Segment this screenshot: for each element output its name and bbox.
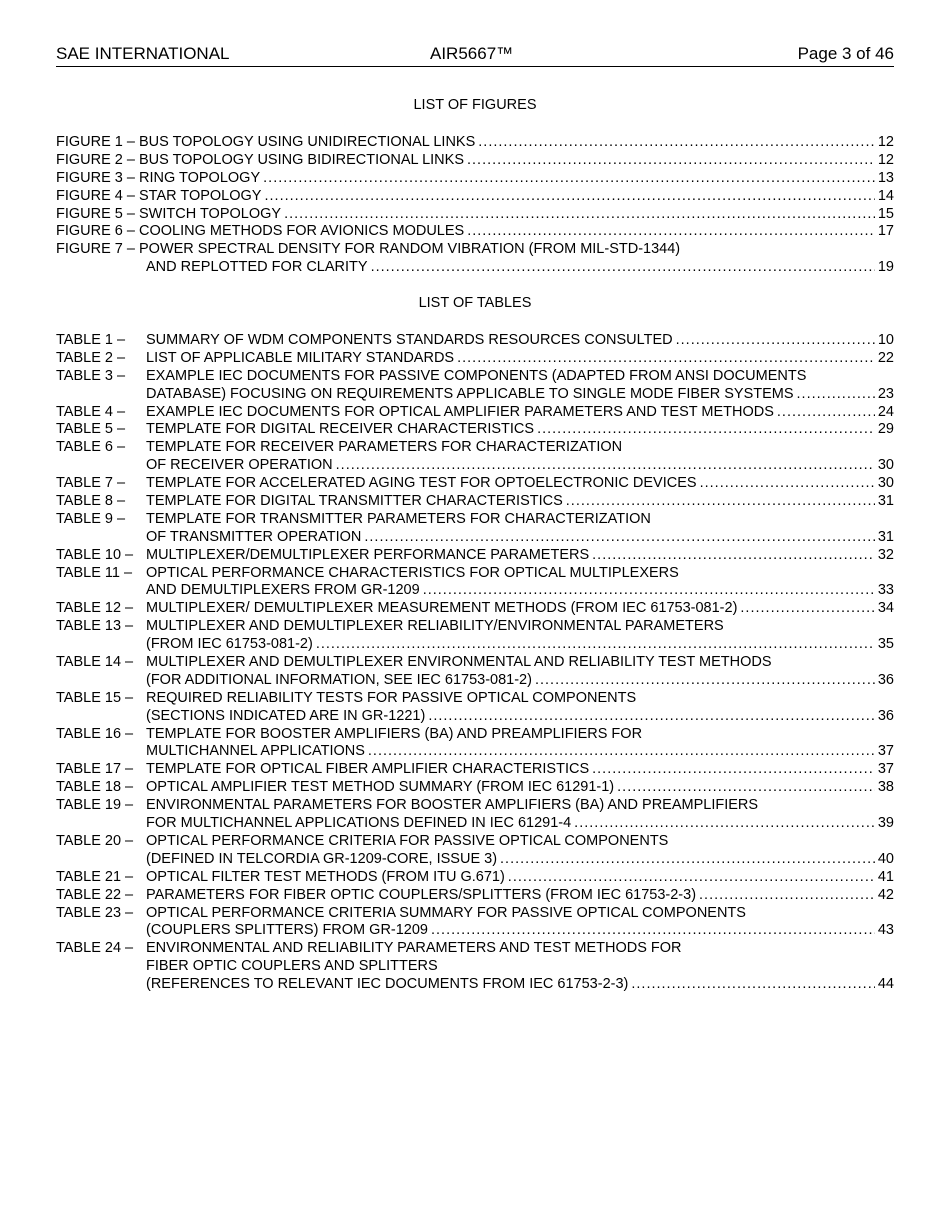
dot-leader: [284, 206, 875, 224]
entry-title-text: OF RECEIVER OPERATION: [146, 457, 333, 474]
table-entry[interactable]: [56, 350, 894, 368]
entry-title-line: [146, 869, 894, 887]
table-entry[interactable]: [56, 797, 894, 833]
entry-title-text: MULTICHANNEL APPLICATIONS: [146, 743, 365, 760]
entry-title-line: [146, 493, 894, 511]
entry-title-line: EXAMPLE IEC DOCUMENTS FOR PASSIVE COMPONENTS (ADAPTED FROM ANSI DOCUMENTS: [146, 367, 807, 384]
entry-body: [146, 761, 894, 779]
entry-page-number: 13: [877, 169, 894, 186]
entry-page-number: 31: [877, 493, 894, 510]
entry-title-line: [56, 134, 894, 152]
dot-leader: [428, 708, 875, 726]
dot-leader: [535, 672, 875, 690]
dot-leader: [336, 457, 875, 475]
entry-page-number: 32: [877, 546, 894, 563]
entry-label: TABLE 12 –: [56, 600, 134, 617]
entry-title-line: MULTIPLEXER AND DEMULTIPLEXER RELIABILITY/ENVIRONMENTAL PARAMETERS: [146, 618, 724, 635]
entry-body: [146, 475, 894, 493]
entry-label: TABLE 13 –: [56, 618, 134, 635]
entry-title-line: [56, 259, 894, 277]
entry-title-line: ENVIRONMENTAL PARAMETERS FOR BOOSTER AMPLIFIERS (BA) AND PREAMPLIFIERS: [146, 797, 759, 814]
entry-body: [146, 905, 894, 941]
figure-entry[interactable]: [56, 206, 894, 224]
entry-label: TABLE 22 –: [56, 886, 134, 903]
entry-title-line: [146, 529, 894, 547]
list-of-tables: [56, 332, 894, 994]
entry-label: TABLE 9 –: [56, 510, 126, 527]
entry-body: [146, 368, 894, 404]
dot-leader: [368, 743, 875, 761]
entry-page-number: 10: [877, 332, 894, 348]
entry-page-number: 42: [877, 886, 894, 903]
table-entry[interactable]: [56, 493, 894, 511]
table-entry[interactable]: [56, 654, 894, 690]
entry-title-line: [56, 152, 894, 170]
dot-leader: [431, 922, 875, 940]
entry-title-text: OPTICAL FILTER TEST METHODS (FROM ITU G.671): [146, 868, 505, 885]
entry-title-text: AND REPLOTTED FOR CLARITY: [146, 259, 368, 276]
figure-entry[interactable]: [56, 223, 894, 241]
entry-title-line: OPTICAL PERFORMANCE CHARACTERISTICS FOR OPTICAL MULTIPLEXERS: [146, 564, 679, 581]
entry-title-text: FIGURE 1 – BUS TOPOLOGY USING UNIDIRECTIONAL LINKS: [56, 134, 476, 150]
entry-title-line: OPTICAL PERFORMANCE CRITERIA FOR PASSIVE OPTICAL COMPONENTS: [146, 832, 669, 849]
entry-body: [146, 439, 894, 475]
entry-body: [146, 493, 894, 511]
figure-entry[interactable]: [56, 170, 894, 188]
entry-body: [146, 618, 894, 654]
dot-leader: [574, 815, 875, 833]
entry-title-text: OF TRANSMITTER OPERATION: [146, 528, 362, 545]
entry-body: [146, 940, 894, 994]
table-entry[interactable]: [56, 475, 894, 493]
entry-title-line: [146, 851, 894, 869]
list-of-figures: [56, 134, 894, 277]
dot-leader: [263, 170, 875, 188]
entry-title-text: DATABASE) FOCUSING ON REQUIREMENTS APPLICABLE TO SINGLE MODE FIBER SYSTEMS: [146, 385, 794, 402]
entry-page-number: 35: [877, 636, 894, 653]
entry-label: TABLE 19 –: [56, 797, 134, 814]
entry-title-text: (SECTIONS INDICATED ARE IN GR-1221): [146, 707, 426, 724]
entry-title-line: [146, 582, 894, 600]
entry-title-text: FIGURE 5 – SWITCH TOPOLOGY: [56, 205, 282, 222]
header-organization: SAE INTERNATIONAL: [56, 44, 230, 63]
entry-body: [146, 350, 894, 368]
entry-page-number: 15: [877, 205, 894, 222]
entry-title-line: [146, 976, 894, 994]
entry-label: TABLE 4 –: [56, 403, 126, 420]
entry-label: TABLE 17 –: [56, 761, 134, 778]
entry-title-text: AND DEMULTIPLEXERS FROM GR-1209: [146, 582, 420, 599]
entry-title-text: MULTIPLEXER/DEMULTIPLEXER PERFORMANCE PARAMETERS: [146, 546, 590, 563]
entry-title-text: OPTICAL AMPLIFIER TEST METHOD SUMMARY (FROM IEC 61291-1): [146, 779, 615, 796]
entry-label: TABLE 18 –: [56, 779, 134, 796]
entry-title-line: [146, 779, 894, 797]
table-entry[interactable]: [56, 905, 894, 941]
entry-page-number: 44: [877, 976, 894, 993]
figure-entry[interactable]: [56, 188, 894, 206]
entry-title-text: TEMPLATE FOR OPTICAL FIBER AMPLIFIER CHARACTERISTICS: [146, 761, 590, 778]
entry-title-line: [146, 743, 894, 761]
dot-leader: [371, 259, 875, 277]
entry-page-number: 40: [877, 850, 894, 867]
entry-label: TABLE 10 –: [56, 546, 134, 563]
entry-label: TABLE 6 –: [56, 439, 126, 456]
entry-title-line: [56, 188, 894, 206]
dot-leader: [364, 529, 874, 547]
dot-leader: [592, 761, 875, 779]
entry-title-line: [56, 206, 894, 224]
entry-body: [146, 887, 894, 905]
entry-page-number: 12: [877, 134, 894, 150]
figure-entry[interactable]: [56, 134, 894, 152]
entry-title-line: [146, 421, 894, 439]
entry-body: [146, 600, 894, 618]
entry-title-line: [146, 600, 894, 618]
entry-page-number: 31: [877, 528, 894, 545]
entry-title-line: MULTIPLEXER AND DEMULTIPLEXER ENVIRONMENTAL AND RELIABILITY TEST METHODS: [146, 654, 772, 671]
entry-title-line: [146, 457, 894, 475]
entry-page-number: 43: [877, 922, 894, 939]
entry-title-text: (FROM IEC 61753-081-2): [146, 636, 313, 653]
dot-leader: [264, 188, 874, 206]
entry-title-line: [146, 386, 894, 404]
entry-label: TABLE 8 –: [56, 493, 126, 510]
entry-title-line: [56, 223, 894, 241]
header-page-number: Page 3 of 46: [797, 44, 894, 63]
entry-title-text: TEMPLATE FOR DIGITAL TRANSMITTER CHARACTERISTICS: [146, 493, 563, 510]
entry-page-number: 37: [877, 743, 894, 760]
entry-body: [146, 779, 894, 797]
dot-leader: [797, 386, 875, 404]
entry-title-line: [146, 350, 894, 368]
table-entry[interactable]: [56, 332, 894, 350]
entry-title-text: TEMPLATE FOR ACCELERATED AGING TEST FOR OPTOELECTRONIC DEVICES: [146, 475, 697, 492]
dot-leader: [423, 582, 875, 600]
entry-title-line: [146, 815, 894, 833]
entry-label: TABLE 11 –: [56, 564, 133, 581]
entry-title-line: [146, 922, 894, 940]
table-entry[interactable]: [56, 368, 894, 404]
table-entry[interactable]: [56, 779, 894, 797]
table-entry[interactable]: [56, 887, 894, 905]
entry-title-line: REQUIRED RELIABILITY TESTS FOR PASSIVE OPTICAL COMPONENTS: [146, 689, 637, 706]
dot-leader: [457, 350, 875, 368]
entry-title-line: [146, 404, 894, 422]
dot-leader: [467, 152, 875, 170]
entry-label: TABLE 7 –: [56, 475, 126, 492]
dot-leader: [500, 851, 875, 869]
entry-page-number: 36: [877, 671, 894, 688]
dot-leader: [537, 421, 875, 439]
entry-title-text: (DEFINED IN TELCORDIA GR-1209-CORE, ISSUE 3): [146, 850, 498, 867]
table-entry[interactable]: [56, 833, 894, 869]
entry-title-text: FIGURE 4 – STAR TOPOLOGY: [56, 187, 262, 204]
entry-label: TABLE 24 –: [56, 940, 134, 957]
entry-title-text: (FOR ADDITIONAL INFORMATION, SEE IEC 61753-081-2): [146, 671, 532, 688]
entry-page-number: 39: [877, 815, 894, 832]
entry-title-line: [146, 547, 894, 565]
entry-page-number: 38: [877, 779, 894, 796]
entry-body: [146, 726, 894, 762]
entry-page-number: 37: [877, 761, 894, 778]
dot-leader: [676, 332, 875, 350]
entry-page-number: 12: [877, 151, 894, 168]
entry-label: TABLE 3 –: [56, 367, 126, 384]
table-entry[interactable]: [56, 439, 894, 475]
entry-page-number: 30: [877, 457, 894, 474]
dot-leader: [467, 223, 875, 241]
entry-title-text: LIST OF APPLICABLE MILITARY STANDARDS: [146, 349, 455, 366]
entry-label: TABLE 15 –: [56, 689, 134, 706]
entry-label: TABLE 2 –: [56, 349, 126, 366]
entry-page-number: 36: [877, 707, 894, 724]
entry-title-text: MULTIPLEXER/ DEMULTIPLEXER MEASUREMENT METHODS (FROM IEC 61753-081-2): [146, 600, 738, 617]
table-entry[interactable]: [56, 565, 894, 601]
entry-title-text: EXAMPLE IEC DOCUMENTS FOR OPTICAL AMPLIFIER PARAMETERS AND TEST METHODS: [146, 403, 774, 420]
list-of-figures-title: LIST OF FIGURES: [413, 97, 537, 113]
entry-page-number: 17: [877, 223, 894, 240]
entry-page-number: 14: [877, 187, 894, 204]
dot-leader: [631, 976, 875, 994]
list-of-tables-title: LIST OF TABLES: [418, 295, 532, 311]
entry-title-text: (COUPLERS SPLITTERS) FROM GR-1209: [146, 922, 428, 939]
page-header: [56, 44, 894, 67]
table-entry[interactable]: [56, 421, 894, 439]
entry-title-line: [146, 761, 894, 779]
entry-title-line: TEMPLATE FOR TRANSMITTER PARAMETERS FOR CHARACTERIZATION: [146, 510, 651, 527]
entry-label: TABLE 1 –: [56, 332, 126, 348]
table-entry[interactable]: [56, 404, 894, 422]
entry-body: [146, 421, 894, 439]
entry-page-number: 33: [877, 582, 894, 599]
entry-title-line: ENVIRONMENTAL AND RELIABILITY PARAMETERS AND TEST METHODS FOR: [146, 940, 682, 957]
entry-title-text: TEMPLATE FOR DIGITAL RECEIVER CHARACTERISTICS: [146, 421, 535, 438]
entry-title-line: [146, 887, 894, 905]
entry-title-line: [146, 332, 894, 350]
entry-title-text: PARAMETERS FOR FIBER OPTIC COUPLERS/SPLITTERS (FROM IEC 61753-2-3): [146, 886, 697, 903]
table-entry[interactable]: [56, 600, 894, 618]
entry-title-line: TEMPLATE FOR BOOSTER AMPLIFIERS (BA) AND PREAMPLIFIERS FOR: [146, 725, 643, 742]
figure-entry[interactable]: [56, 152, 894, 170]
entry-body: [146, 547, 894, 565]
entry-label: TABLE 23 –: [56, 904, 134, 921]
entry-label: TABLE 16 –: [56, 725, 134, 742]
entry-page-number: 24: [877, 403, 894, 420]
table-entry[interactable]: [56, 547, 894, 565]
figure-entry[interactable]: [56, 241, 894, 277]
entry-body: [146, 690, 894, 726]
entry-title-line: TEMPLATE FOR RECEIVER PARAMETERS FOR CHARACTERIZATION: [146, 439, 623, 456]
entry-label: TABLE 21 –: [56, 868, 134, 885]
table-entry[interactable]: [56, 618, 894, 654]
entry-title-line: [146, 475, 894, 493]
entry-body: [146, 654, 894, 690]
dot-leader: [700, 475, 875, 493]
table-entry[interactable]: [56, 761, 894, 779]
entry-title-line: [56, 170, 894, 188]
entry-title-text: FIGURE 6 – COOLING METHODS FOR AVIONICS MODULES: [56, 223, 465, 240]
entry-page-number: 19: [877, 259, 894, 276]
entry-body: [146, 833, 894, 869]
dot-leader: [478, 134, 875, 152]
dot-leader: [740, 600, 874, 618]
entry-page-number: 30: [877, 475, 894, 492]
entry-title-text: FOR MULTICHANNEL APPLICATIONS DEFINED IN IEC 61291-4: [146, 815, 572, 832]
entry-page-number: 41: [877, 868, 894, 885]
entry-title-line: OPTICAL PERFORMANCE CRITERIA SUMMARY FOR PASSIVE OPTICAL COMPONENTS: [146, 904, 746, 921]
entry-title-text: (REFERENCES TO RELEVANT IEC DOCUMENTS FROM IEC 61753-2-3): [146, 976, 629, 993]
dot-leader: [617, 779, 875, 797]
entry-title-text: FIGURE 3 – RING TOPOLOGY: [56, 169, 261, 186]
entry-title-line: FIGURE 7 – POWER SPECTRAL DENSITY FOR RANDOM VIBRATION (FROM MIL-STD-1344): [56, 241, 681, 258]
entry-label: TABLE 14 –: [56, 654, 134, 671]
entry-body: [146, 869, 894, 887]
entry-body: [146, 511, 894, 547]
entry-page-number: 34: [877, 600, 894, 617]
entry-label: TABLE 5 –: [56, 421, 126, 438]
entry-title-line: [146, 636, 894, 654]
entry-title-line: [146, 708, 894, 726]
table-entry[interactable]: [56, 869, 894, 887]
entry-body: [146, 797, 894, 833]
table-entry[interactable]: [56, 511, 894, 547]
dot-leader: [592, 547, 875, 565]
dot-leader: [699, 887, 875, 905]
entry-body: [146, 565, 894, 601]
table-entry[interactable]: [56, 940, 894, 994]
table-entry[interactable]: [56, 726, 894, 762]
entry-title-line: [146, 672, 894, 690]
entry-title-line: FIBER OPTIC COUPLERS AND SPLITTERS: [146, 958, 438, 975]
dot-leader: [316, 636, 875, 654]
entry-body: [146, 332, 894, 350]
entry-title-text: SUMMARY OF WDM COMPONENTS STANDARDS RESOURCES CONSULTED: [146, 332, 673, 348]
entry-page-number: 29: [877, 421, 894, 438]
table-entry[interactable]: [56, 690, 894, 726]
entry-page-number: 22: [877, 349, 894, 366]
entry-title-text: FIGURE 2 – BUS TOPOLOGY USING BIDIRECTIONAL LINKS: [56, 151, 464, 168]
entry-label: TABLE 20 –: [56, 832, 134, 849]
dot-leader: [566, 493, 875, 511]
header-document-number: AIR5667™: [430, 44, 514, 63]
entry-page-number: 23: [877, 385, 894, 402]
dot-leader: [777, 404, 875, 422]
entry-body: [146, 404, 894, 422]
dot-leader: [508, 869, 875, 887]
